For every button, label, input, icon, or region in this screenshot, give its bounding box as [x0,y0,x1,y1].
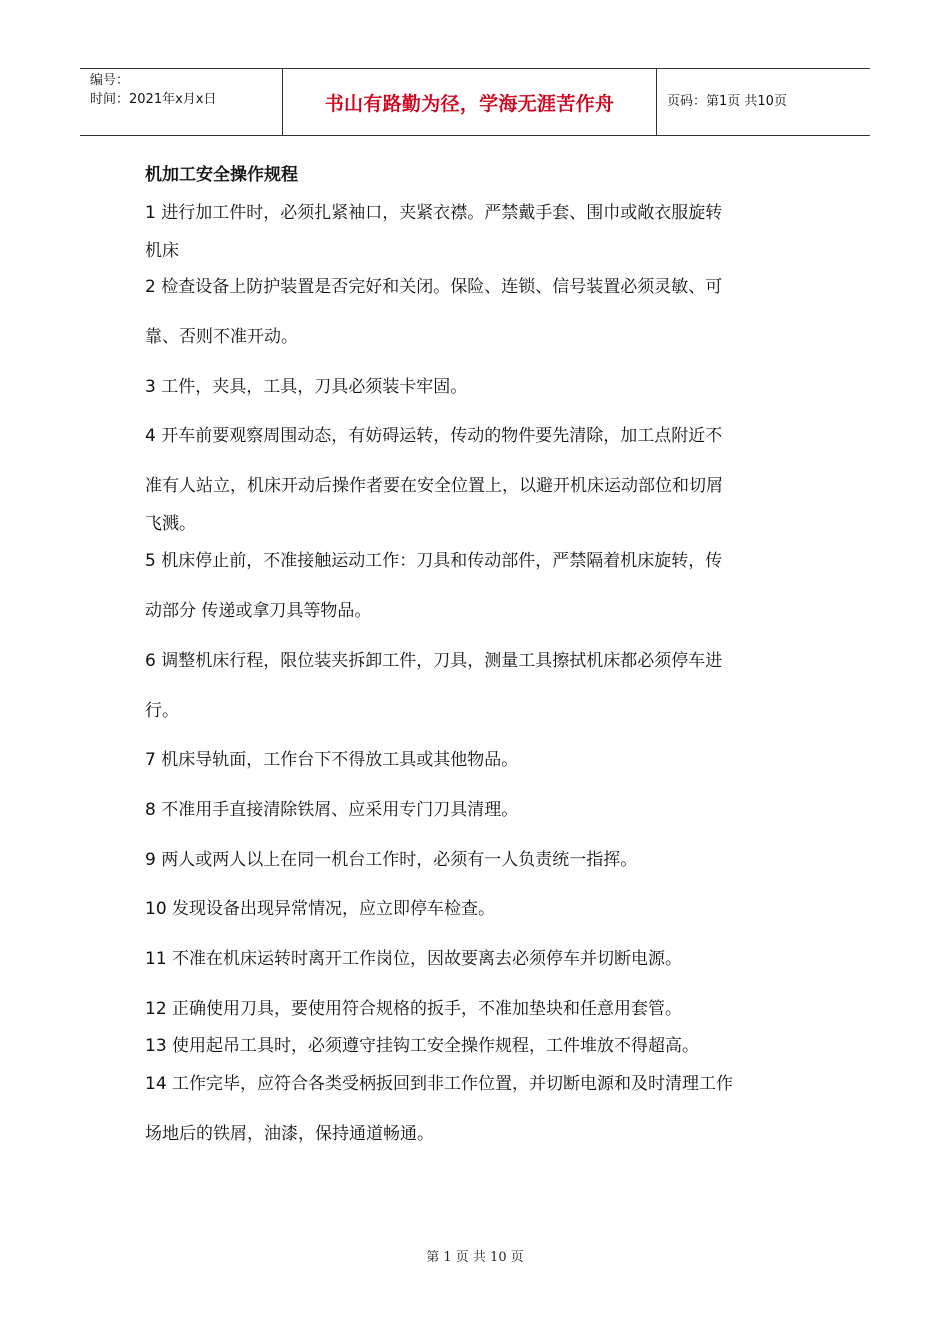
body-line: 2 检查设备上防护装置是否完好和关闭。保险、连锁、信号装置必须灵敏、可 [145,277,723,297]
body-line: 靠、否则不准开动。 [145,327,298,347]
body-line: 11 不准在机床运转时离开工作岗位，因故要离去必须停车并切断电源。 [145,949,683,969]
header-page-cell [657,69,870,135]
body-line: 8 不准用手直接清除铁屑、应采用专门刀具清理。 [145,800,519,820]
document-title: 机加工安全操作规程 [145,165,298,185]
header-motto-cell [283,69,657,135]
page-info: 页码：第1页 共10页 [667,94,787,109]
body-line: 13 使用起吊工具时，必须遵守挂钩工安全操作规程，工件堆放不得超高。 [145,1036,700,1056]
body-line: 10 发现设备出现异常情况，应立即停车检查。 [145,899,496,919]
body-line: 动部分 传递或拿刀具等物品。 [145,601,372,621]
body-line: 机床 [145,241,179,261]
header-info-cell [80,69,283,135]
body-line: 5 机床停止前，不准接触运动工作：刀具和传动部件，严禁隔着机床旋转，传 [145,551,723,571]
body-line: 3 工件，夹具，工具，刀具必须装卡牢固。 [145,377,468,397]
body-line: 1 进行加工件时，必须扎紧袖口，夹紧衣襟。严禁戴手套、围巾或敞衣服旋转 [145,203,723,223]
body-line: 准有人站立，机床开动后操作者要在安全位置上，以避开机床运动部位和切屑 [145,476,723,496]
date-label: 时间：2021年x月x日 [90,92,217,107]
page-footer: 第 1 页 共 10 页 [426,1250,524,1265]
header-table [80,68,870,136]
body-line: 12 正确使用刀具，要使用符合规格的扳手，不准加垫块和任意用套管。 [145,999,683,1019]
body-line: 4 开车前要观察周围动态，有妨碍运转，传动的物件要先清除，加工点附近不 [145,426,723,446]
serial-label: 编号： [90,73,130,88]
body-line: 7 机床导轨面，工作台下不得放工具或其他物品。 [145,750,519,770]
body-line: 行。 [145,701,179,721]
body-line: 9 两人或两人以上在同一机台工作时，必须有一人负责统一指挥。 [145,850,638,870]
body-line: 飞溅。 [145,514,196,534]
body-line: 场地后的铁屑，油漆，保持通道畅通。 [145,1124,434,1144]
motto-text: 书山有路勤为径，学海无涯苦作舟 [324,92,615,115]
body-line: 14 工作完毕，应符合各类受柄扳回到非工作位置，并切断电源和及时清理工作 [145,1074,734,1094]
body-line: 6 调整机床行程，限位装夹拆卸工件，刀具，测量工具擦拭机床都必须停车进 [145,651,723,671]
